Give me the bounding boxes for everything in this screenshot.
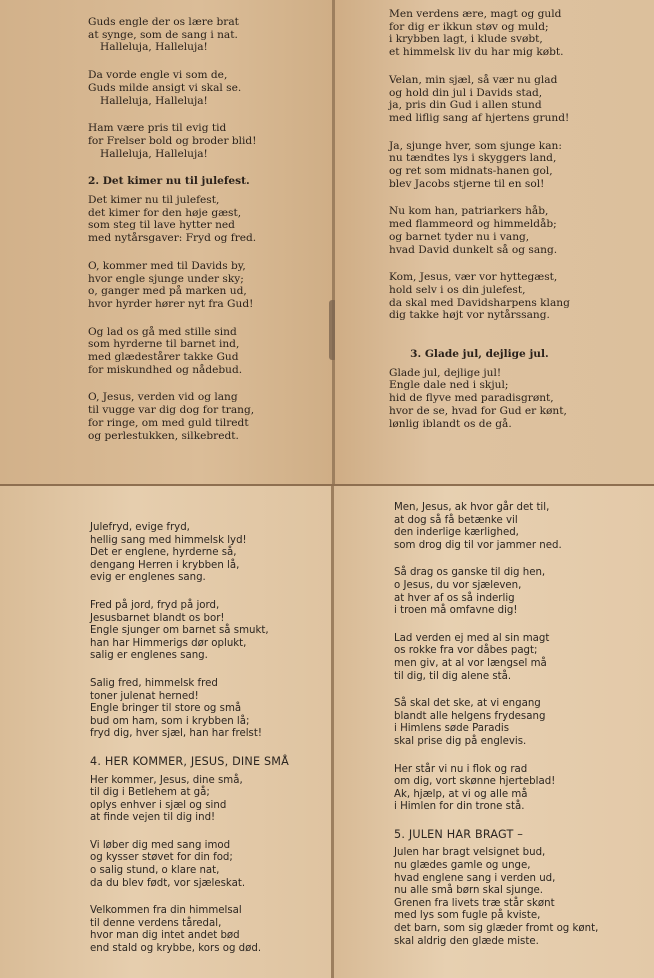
- verse-line: Glade jul, dejlige jul!: [389, 366, 502, 379]
- verse-line: skal prise dig på englevis.: [394, 735, 527, 747]
- verse-line: Ja, sjunge hver, som sjunge kan:: [389, 139, 562, 152]
- verse-line: bud om ham, som i krybben lå;: [90, 715, 250, 727]
- verse-line: Julen har bragt velsignet bud,: [394, 847, 546, 859]
- verse-line: men giv, at al vor længsel må: [394, 657, 547, 669]
- verse-line: da du blev født, vor sjæleskat.: [90, 877, 246, 889]
- verse-line: og kysser støvet for din fod;: [90, 852, 233, 864]
- verse-line: oplys enhver i sjæl og sind: [90, 799, 227, 811]
- verse-line: hellig sang med himmelsk lyd!: [90, 534, 247, 546]
- verse-line: blev Jacobs stjerne til en sol!: [389, 177, 545, 190]
- verse-line: Engle dale ned i skjul;: [389, 379, 509, 392]
- verse-line: Fred på jord, fryd på jord,: [90, 599, 220, 611]
- bottom-left-column: [90, 522, 289, 971]
- verse-line: Og lad os gå med stille sind: [88, 325, 237, 338]
- verse-line: toner julenat herned!: [90, 690, 199, 702]
- top_left-stanza: [88, 326, 256, 377]
- verse-line: Men verdens ære, magt og guld: [389, 8, 562, 20]
- verse-line: at finde vejen til dig ind!: [90, 812, 216, 824]
- verse-line: Halleluja, Halleluja!: [100, 147, 208, 160]
- bottom-right-page: [334, 486, 654, 978]
- verse-line: til dig, til dig alene stå.: [394, 670, 512, 682]
- verse-line: for miskundhed og nådebud.: [88, 363, 243, 376]
- verse-line: Grenen fra livets træ står skønt: [394, 897, 555, 909]
- bottom_left-stanza: [90, 905, 289, 955]
- bottom_left-stanza: [90, 775, 289, 825]
- verse-line: Julefryd, evige fryd,: [90, 522, 190, 533]
- verse-line: i krybben lagt, i klude svøbt,: [389, 33, 543, 46]
- verse-line: Velan, min sjæl, så vær nu glad: [389, 73, 558, 86]
- top_right-stanza: [389, 74, 570, 125]
- verse-line: om dig, vort skønne hjerteblad!: [394, 776, 556, 788]
- verse-line: Engle bringer til store og små: [90, 703, 242, 715]
- verse-line: ja, pris din Gud i allen stund: [389, 99, 542, 112]
- verse-line: dig takke højt vor nytårssang.: [389, 309, 550, 322]
- top_left-stanza: [88, 69, 256, 107]
- verse-line: Salig fred, himmelsk fred: [90, 677, 218, 689]
- verse-line: hvor de se, hvad for Gud er kønt,: [389, 404, 567, 417]
- verse-line: Det er englene, hyrderne så,: [90, 547, 237, 559]
- verse-line: Vi løber dig med sang imod: [90, 839, 231, 851]
- verse-line: os rokke fra vor dåbes pagt;: [394, 645, 538, 657]
- verse-line: for ringe, om med guld tilredt: [88, 416, 249, 429]
- verse-line: Engle sjunger om barnet så smukt,: [90, 625, 269, 637]
- verse-line: til dig i Betlehem at gå;: [90, 787, 210, 799]
- verse-line: Velkommen fra din himmelsal: [90, 905, 242, 917]
- top_right-stanza: [389, 205, 570, 256]
- verse-line: o Jesus, du vor sjæleven,: [394, 579, 522, 591]
- top-right-page: [335, 0, 654, 484]
- verse-line: Nu kom han, patriarkers håb,: [389, 205, 549, 218]
- verse-line: i Himlen for din trone stå.: [394, 801, 525, 813]
- verse-line: for Frelser bold og broder blid!: [88, 134, 257, 147]
- verse-line: som steg til lave hytter ned: [88, 219, 235, 232]
- verse-line: evig er englenes sang.: [90, 572, 206, 584]
- verse-line: Ak, hjælp, at vi og alle må: [394, 788, 528, 800]
- bottom_left-stanza: [90, 522, 289, 585]
- verse-line: med lys som fugle på kviste,: [394, 910, 541, 922]
- verse-line: det kimer for den høje gæst,: [88, 206, 242, 219]
- verse-line: fryd dig, hver sjæl, han har frelst!: [90, 728, 262, 740]
- verse-line: nu glædes gamle og unge,: [394, 860, 531, 872]
- verse-line: da skal med Davidsharpens klang: [389, 296, 570, 309]
- verse-line: Ham være pris til evig tid: [88, 122, 227, 135]
- verse-line: med flammeord og himmeldåb;: [389, 218, 557, 231]
- verse-line: Guds milde ansigt vi skal se.: [88, 81, 242, 94]
- top-spread: [0, 0, 654, 484]
- verse-line: hold selv i os din julefest,: [389, 283, 526, 296]
- bottom-left-page: [0, 486, 332, 978]
- top_left-stanza: [88, 194, 256, 245]
- verse-line: Her står vi nu i flok og rad: [394, 763, 528, 775]
- bottom-spread: [0, 486, 654, 978]
- verse-line: et himmelsk liv du har mig købt.: [389, 46, 564, 59]
- bottom_right-stanza: [394, 698, 598, 748]
- bottom_right-stanza: [394, 633, 598, 683]
- verse-line: Guds engle der os lære brat: [88, 16, 239, 28]
- verse-line: med glædestårer takke Gud: [88, 351, 239, 364]
- verse-line: Da vorde engle vi som de,: [88, 69, 228, 82]
- verse-line: og perlestukken, silkebredt.: [88, 429, 239, 442]
- top_left-stanza: [88, 122, 256, 160]
- verse-line: Lad verden ej med al sin magt: [394, 632, 550, 644]
- verse-line: til vugge var dig dog for trang,: [88, 404, 255, 417]
- verse-line: Halleluja, Halleluja!: [100, 94, 208, 107]
- bottom_right-stanza: [394, 567, 598, 617]
- bottom_left-stanza: [90, 678, 289, 741]
- bottom_left-stanza: [90, 840, 289, 890]
- verse-line: Her kommer, Jesus, dine små,: [90, 774, 243, 786]
- verse-line: for dig er ikkun støv og muld;: [389, 20, 549, 33]
- bottom_right-stanza: [394, 502, 598, 552]
- top-right-column: [389, 8, 570, 445]
- verse-line: hvor man dig intet andet bød: [90, 930, 240, 942]
- verse-line: som hyrderne til barnet ind,: [88, 338, 240, 351]
- verse-line: O, Jesus, verden vid og lang: [88, 391, 238, 404]
- verse-line: end stald og krybbe, kors og død.: [90, 943, 262, 955]
- hymn-heading: 5. JULEN HAR BRAGT –: [394, 827, 524, 841]
- verse-line: o, ganger med på marken ud,: [88, 285, 247, 298]
- verse-line: nu alle små børn skal sjunge.: [394, 885, 544, 897]
- verse-line: hvad englene sang i verden ud,: [394, 872, 556, 884]
- hymn-heading: 3. Glade jul, dejlige jul.: [410, 348, 549, 361]
- verse-line: O, kommer med til Davids by,: [88, 259, 246, 272]
- verse-line: dengang Herren i krybben lå,: [90, 559, 240, 571]
- top-left-column: [88, 16, 256, 457]
- verse-line: salig er englenes sang.: [90, 650, 208, 662]
- verse-line: skal aldrig den glæde miste.: [394, 935, 539, 947]
- top-left-page: [0, 0, 333, 484]
- verse-line: han har Himmerigs dør oplukt,: [90, 637, 247, 649]
- top_left-stanza: [88, 260, 256, 311]
- verse-line: nu tændtes lys i skyggers land,: [389, 152, 557, 165]
- verse-line: o salig stund, o klare nat,: [90, 865, 220, 877]
- top_right-stanza: [389, 140, 570, 191]
- verse-line: og barnet tyder nu i vang,: [389, 230, 530, 243]
- verse-line: i Himlens søde Paradis: [394, 723, 510, 735]
- bottom_right-stanza: [394, 764, 598, 814]
- verse-line: den inderlige kærlighed,: [394, 527, 519, 539]
- verse-line: det barn, som sig glæder fromt og kønt,: [394, 923, 599, 935]
- bottom_left-stanza: [90, 600, 289, 663]
- verse-line: som drog dig til vor jammer ned.: [394, 539, 562, 551]
- verse-line: Så drag os ganske til dig hen,: [394, 567, 546, 579]
- verse-line: hvor engle sjunge under sky;: [88, 272, 244, 285]
- hymn-heading: 4. HER KOMMER, JESUS, DINE SMÅ: [90, 754, 290, 768]
- verse-line: med liflig sang af hjertens grund!: [389, 111, 570, 124]
- top_right-stanza: [389, 367, 570, 431]
- verse-line: Jesusbarnet blandt os bor!: [90, 612, 225, 624]
- bottom-right-column: [394, 502, 598, 963]
- verse-line: Kom, Jesus, vær vor hyttegæst,: [389, 271, 558, 284]
- top_right-stanza: [389, 271, 570, 322]
- verse-line: hid de flyve med paradisgrønt,: [389, 392, 554, 405]
- verse-line: hvad David dunkelt så og sang.: [389, 243, 558, 256]
- top_left-stanza: [88, 16, 256, 54]
- verse-line: med nytårsgaver: Fryd og fred.: [88, 232, 257, 245]
- verse-line: Det kimer nu til julefest,: [88, 194, 220, 207]
- verse-line: at hver af os så inderlig: [394, 592, 515, 604]
- verse-line: at dog så få betænke vil: [394, 514, 518, 526]
- verse-line: hvor hyrder hører nyt fra Gud!: [88, 297, 254, 310]
- top_left-stanza: [88, 391, 256, 442]
- verse-line: i troen må omfavne dig!: [394, 605, 518, 617]
- verse-line: Men, Jesus, ak hvor går det til,: [394, 502, 550, 513]
- verse-line: og ret som midnats-hanen gol,: [389, 165, 553, 178]
- verse-line: til denne verdens tåredal,: [90, 917, 222, 929]
- verse-line: at synge, som de sang i nat.: [88, 28, 238, 41]
- verse-line: og hold din jul i Davids stad,: [389, 86, 543, 99]
- bottom_right-stanza: [394, 847, 598, 948]
- hymn-heading: 2. Det kimer nu til julefest.: [88, 175, 250, 188]
- top_right-stanza: [389, 8, 570, 59]
- verse-line: Halleluja, Halleluja!: [100, 41, 208, 54]
- verse-line: lønlig iblandt os de gå.: [389, 417, 512, 430]
- verse-line: Så skal det ske, at vi engang: [394, 698, 541, 710]
- verse-line: blandt alle helgens frydesang: [394, 710, 546, 722]
